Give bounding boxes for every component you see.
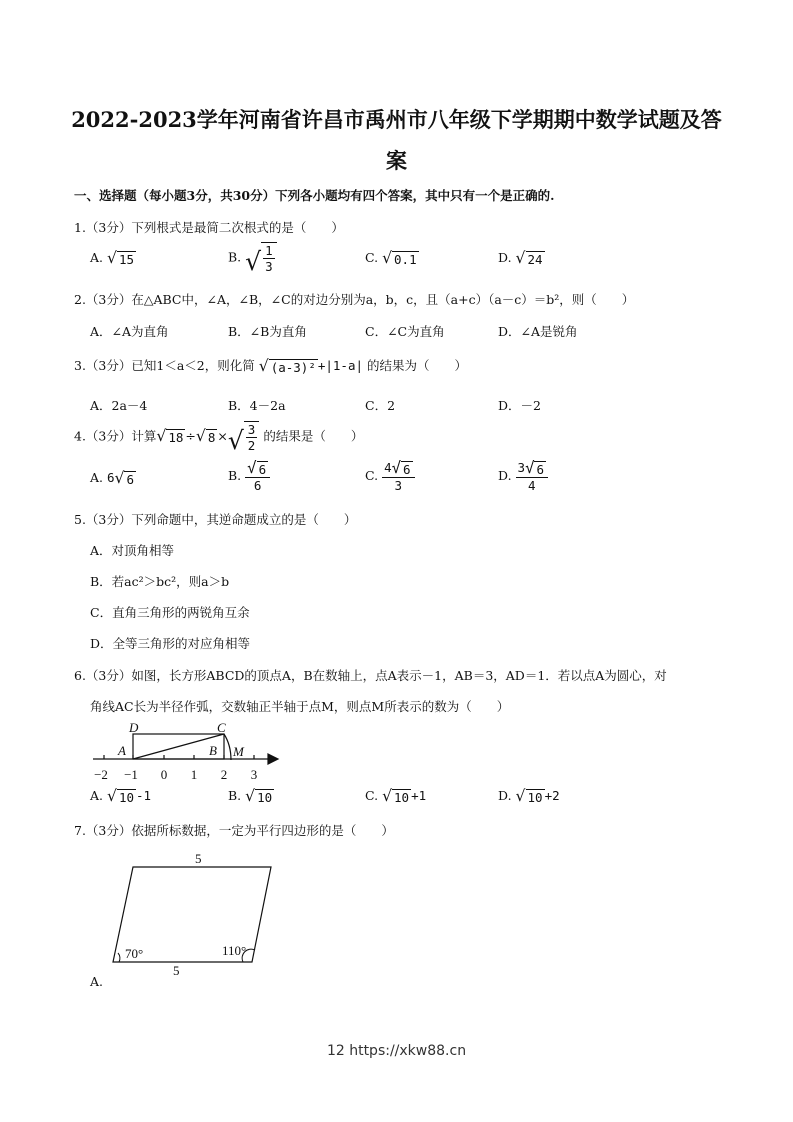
sqrt: √ 10	[107, 786, 135, 805]
label-b: B	[209, 743, 217, 758]
denominator: 2	[247, 438, 256, 453]
q2-option-a[interactable]: A．∠A为直角	[90, 324, 169, 339]
q6-option-b[interactable]	[228, 788, 274, 805]
radicand: 15	[118, 251, 135, 267]
q6-option-a[interactable]	[90, 788, 151, 805]
radicand: 10	[257, 789, 273, 805]
term: +2	[544, 788, 560, 803]
stem-text: 4.（3分）计算	[74, 428, 157, 444]
option-label: A.	[90, 788, 104, 803]
times-sign: ×	[217, 428, 228, 444]
sqrt: √ 18	[156, 427, 184, 446]
denominator: 3	[265, 259, 273, 274]
radicand: 6	[536, 461, 545, 477]
sqrt: √ 6	[114, 468, 135, 487]
option-label: A.	[90, 250, 104, 265]
parallelogram-figure	[113, 851, 271, 978]
stem-text: 的结果是（ ）	[263, 428, 364, 444]
radicand: 8	[207, 430, 216, 445]
sqrt: √ 10	[382, 786, 410, 805]
q5-option-d[interactable]: D．全等三角形的对应角相等	[90, 636, 251, 651]
q2-option-b[interactable]: B．∠B为直角	[228, 324, 307, 339]
abs-term: +|1-a|	[317, 358, 363, 373]
arc	[224, 734, 231, 760]
term: +1	[411, 788, 427, 803]
tick-label: 2	[220, 767, 228, 782]
sqrt: √ 0.1	[382, 248, 417, 267]
stem-text: 的结果为（ ）	[366, 358, 467, 373]
radicand: 10	[527, 789, 543, 805]
option-label: B.	[228, 249, 242, 265]
side-label-top: 5	[195, 851, 202, 866]
label-c: C	[217, 720, 226, 735]
radicand: 10	[118, 789, 135, 805]
q7-option-a-label[interactable]: A.	[90, 974, 104, 989]
sqrt: √ $\frac{1}{3}$	[245, 242, 276, 274]
q5-option-b[interactable]: B．若ac²＞bc²，则a＞b	[90, 574, 230, 589]
divide-sign: ÷	[185, 428, 196, 444]
q2-option-c[interactable]: C．∠C为直角	[365, 324, 445, 339]
sqrt: √ 24	[515, 248, 543, 267]
coefficient: 3	[517, 460, 526, 475]
q7-stem: 7.（3分）依据所标数据，一定为平行四边形的是（ ）	[74, 823, 394, 838]
arrow-head-icon	[268, 754, 278, 764]
denominator: 6	[253, 477, 262, 493]
angle-label-right: 110°	[222, 943, 247, 958]
q5-stem: 5.（3分）下列命题中，其逆命题成立的是（ ）	[74, 512, 357, 527]
term: -1	[136, 788, 152, 803]
coefficient: 4	[384, 460, 392, 475]
sqrt: √ 15	[107, 248, 135, 267]
coefficient: 6	[107, 470, 115, 485]
radicand: 6	[258, 461, 267, 477]
sqrt: √ 10	[245, 786, 273, 805]
q3-option-d[interactable]: D．－2	[498, 398, 541, 413]
q6-option-d[interactable]	[498, 788, 560, 805]
option-label: D.	[498, 467, 512, 483]
label-a: A	[118, 743, 126, 758]
option-label: C.	[365, 250, 379, 265]
q2-option-d[interactable]: D．∠A是锐角	[498, 324, 578, 339]
q5-option-a[interactable]: A．对顶角相等	[90, 543, 175, 558]
radicand: 0.1	[394, 251, 417, 267]
option-label: C.	[365, 788, 379, 803]
page-footer: 12 https://xkw88.cn	[326, 1043, 467, 1059]
label-d: D	[129, 720, 139, 735]
tick-label: −2	[94, 767, 108, 782]
q6-option-c[interactable]	[365, 788, 426, 805]
option-label: C.	[365, 467, 379, 483]
q2-stem: 2.（3分）在△ABC中，∠A，∠B，∠C的对边分别为a，b，c，且（a+c）（a－c）＝b²，则（ ）	[74, 292, 635, 307]
sqrt: √ 10	[515, 786, 543, 805]
option-label: A.	[90, 470, 104, 485]
q3-option-b[interactable]: B．4－2a	[228, 398, 286, 413]
section-heading: 一、选择题（每小题3分，共30分）下列各小题均有四个答案，其中只有一个是正确的.	[74, 188, 555, 203]
q1-stem: 1.（3分）下列根式是最简二次根式的是（ ）	[74, 220, 344, 235]
doc-title-line2: 案	[386, 148, 407, 173]
q6-stem-line2: 角线AC长为半径作弧，交数轴正半轴于点M，则点M所表示的数为（ ）	[90, 699, 510, 714]
numerator: 3	[247, 422, 256, 437]
side-label-bottom: 5	[173, 963, 180, 978]
label-m: M	[233, 744, 244, 759]
option-label: B.	[228, 788, 242, 803]
angle-arc-left	[118, 953, 120, 962]
tick-label: −1	[124, 767, 138, 782]
radicand: 24	[527, 251, 543, 267]
option-label: D.	[498, 250, 512, 265]
radicand: 10	[394, 789, 410, 805]
angle-label-left: 70°	[125, 946, 144, 961]
sqrt: √ (a-3)²	[258, 356, 316, 375]
fraction: 3 √ 6 4	[516, 460, 548, 493]
q5-option-c[interactable]: C．直角三角形的两锐角互余	[90, 605, 250, 620]
denominator: 3	[394, 477, 403, 493]
tick-label: 3	[250, 767, 258, 782]
fraction: 4 √ 6 3	[382, 460, 414, 493]
sqrt: √ 8	[195, 427, 216, 446]
fraction: √ 6 6	[245, 460, 270, 493]
doc-title-line1: 2022-2023学年河南省许昌市禹州市八年级下学期期中数学试题及答	[71, 107, 722, 132]
option-label: D.	[498, 788, 512, 803]
tick-label: 1	[190, 767, 198, 782]
option-label: B.	[228, 467, 242, 483]
radicand: 6	[126, 471, 135, 487]
q6-stem-line1: 6.（3分）如图，长方形ABCD的顶点A，B在数轴上，点A表示－1，AB＝3，AD＝1．若以点A为圆心，对	[74, 668, 667, 683]
tick-label: 0	[160, 767, 168, 782]
sqrt: √ $\frac{3}{2}$	[228, 421, 259, 453]
q3-option-c[interactable]: C．2	[365, 398, 396, 413]
stem-text: 3.（3分）已知1＜a＜2，则化简	[74, 358, 255, 373]
radicand: (a-3)²	[270, 359, 316, 375]
radicand: 18	[168, 430, 184, 445]
numerator: 1	[265, 243, 273, 258]
denominator: 4	[528, 477, 536, 493]
q3-option-a[interactable]: A．2a－4	[90, 398, 148, 413]
radicand: 6	[403, 461, 411, 477]
